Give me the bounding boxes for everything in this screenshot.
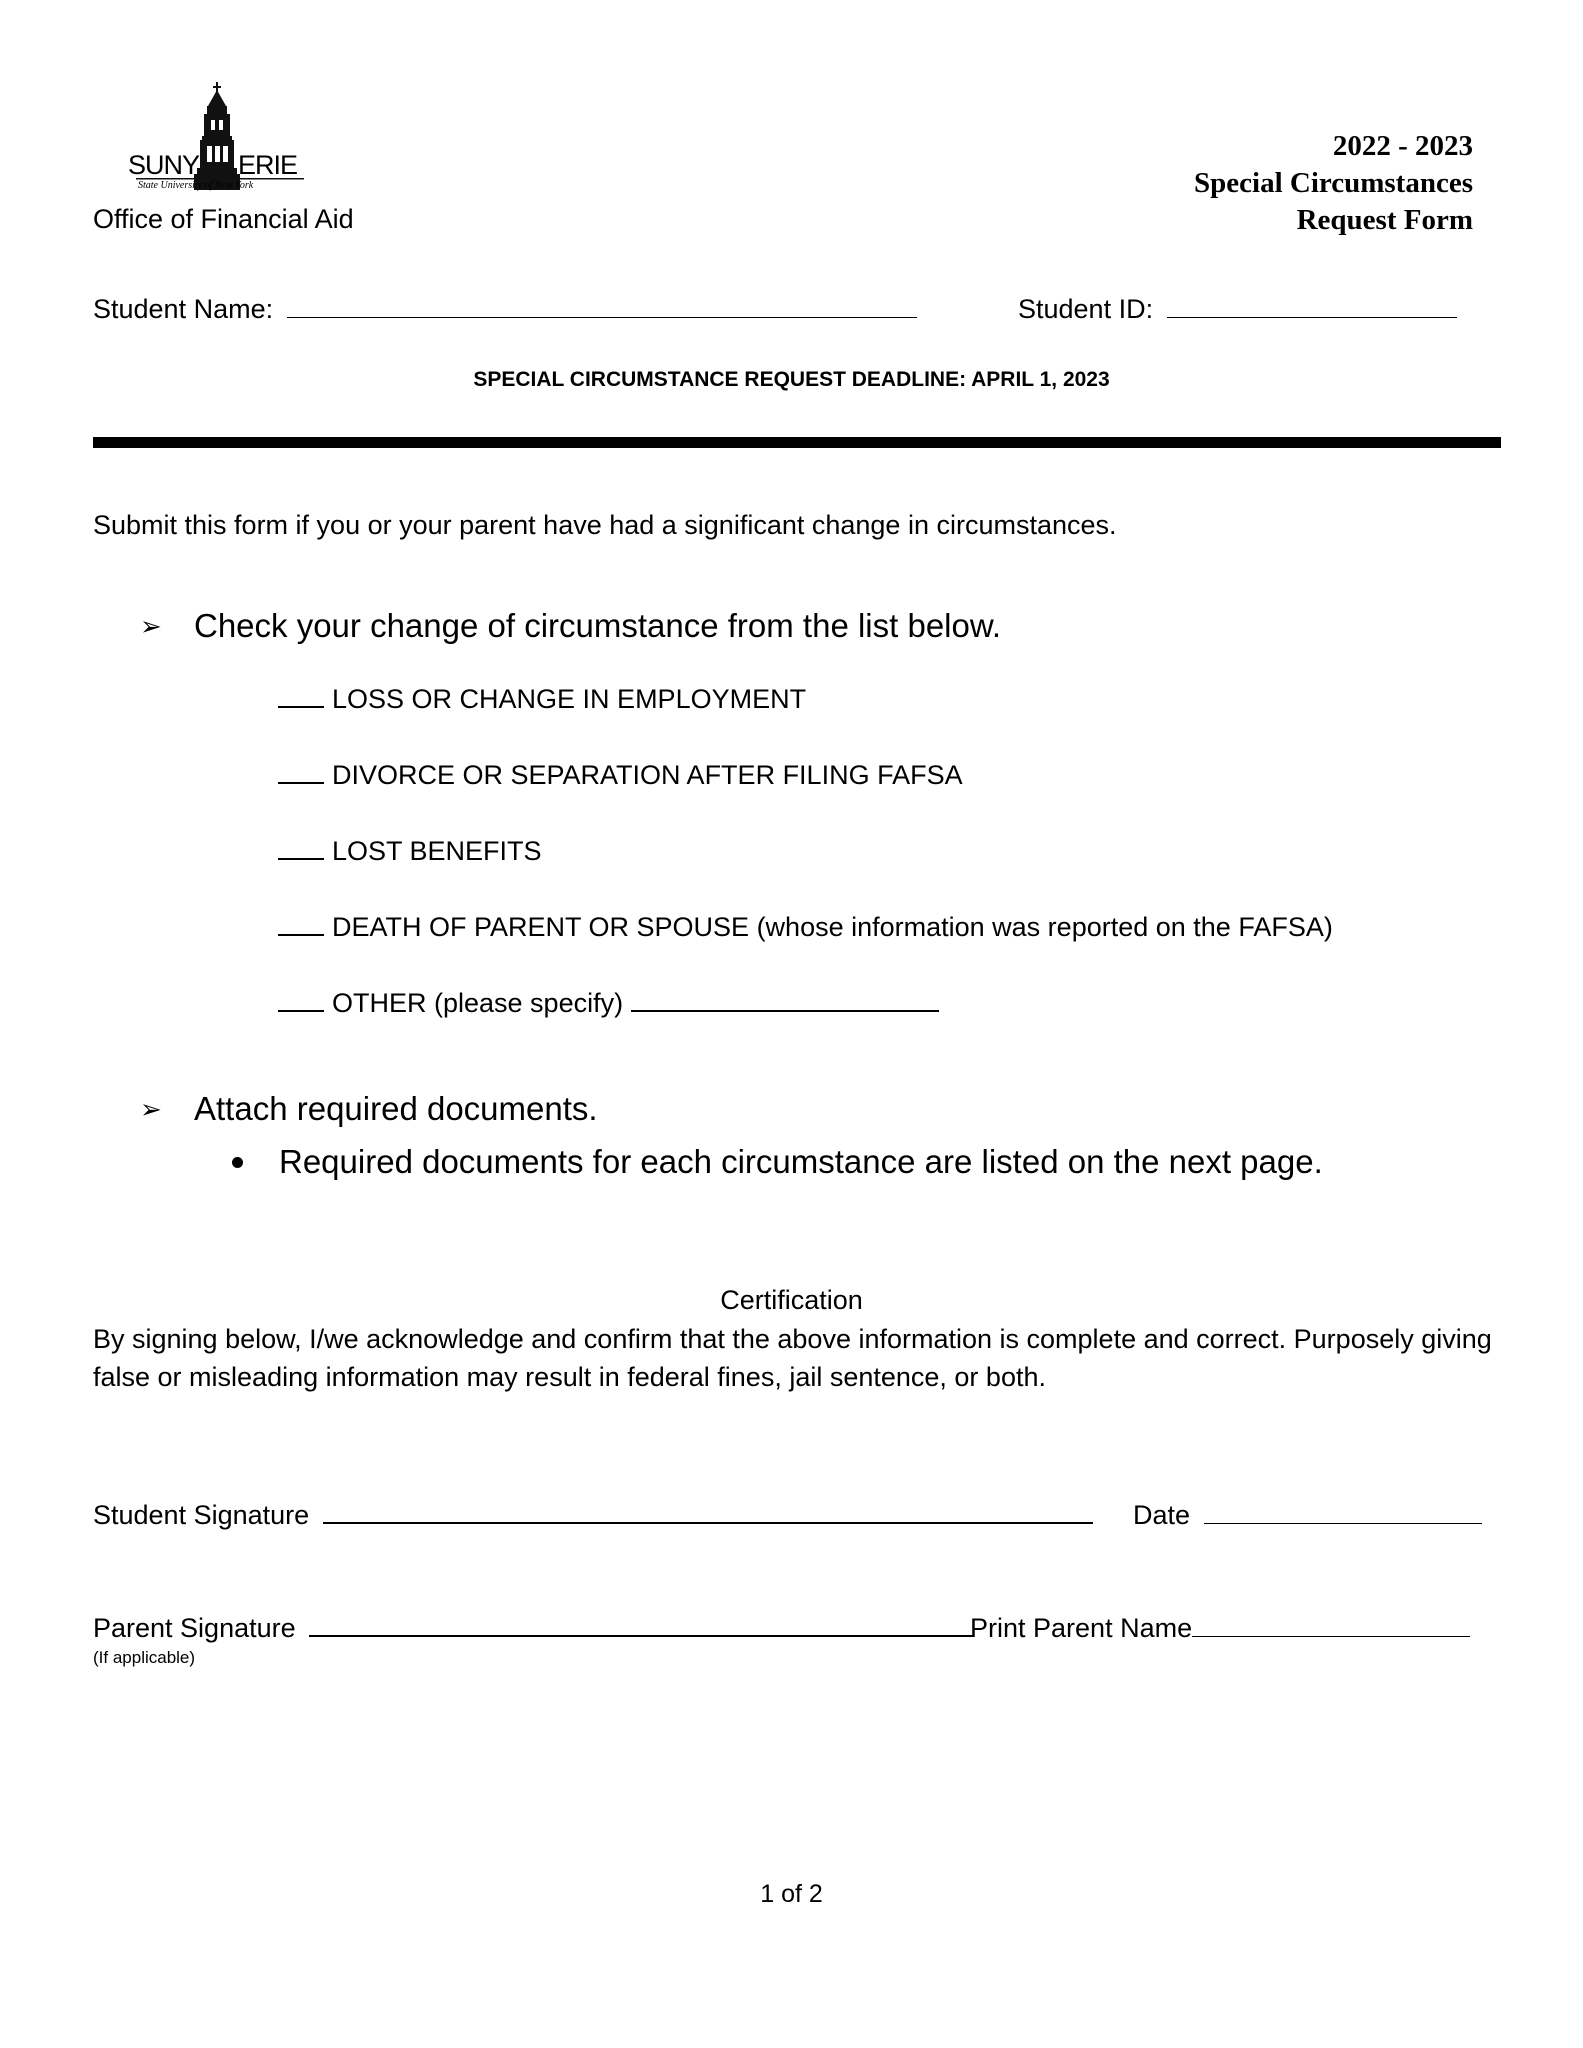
option-other [278, 988, 939, 1019]
intro-text: Submit this form if you or your parent have had a significant change in circumstances. [93, 510, 1117, 540]
option-label: DEATH OF PARENT OR SPOUSE (whose information was reported on the FAFSA) [332, 912, 1333, 942]
option-label: LOST BENEFITS [332, 836, 542, 866]
student-name-input[interactable] [287, 317, 917, 318]
option-checkbox-line[interactable] [278, 934, 324, 936]
print-parent-name-field [970, 1613, 1470, 1644]
option-lost-benefits [278, 836, 542, 867]
section1-heading-text: Check your change of circumstance from the list below. [194, 607, 1002, 644]
student-name-label: Student Name: [93, 294, 274, 324]
certification-title: Certification [720, 1285, 863, 1315]
section-divider [93, 437, 1501, 448]
documents-bullet-text: Required documents for each circumstance are listed on the next page. [279, 1143, 1323, 1180]
student-id-field [1018, 294, 1457, 325]
other-specify-input[interactable] [631, 1010, 939, 1012]
documents-bullet [232, 1143, 1323, 1181]
option-label: LOSS OR CHANGE IN EMPLOYMENT [332, 684, 807, 714]
parent-signature-field [93, 1613, 973, 1644]
student-signature-field [93, 1500, 1093, 1531]
suny-erie-logo [128, 82, 313, 194]
bullet-dot-icon [232, 1157, 243, 1168]
print-parent-name-label: Print Parent Name [970, 1613, 1193, 1643]
option-checkbox-line[interactable] [278, 1010, 324, 1012]
option-checkbox-line[interactable] [278, 858, 324, 860]
option-death [278, 912, 1333, 943]
option-label: DIVORCE OR SEPARATION AFTER FILING FAFSA [332, 760, 963, 790]
parent-signature-label: Parent Signature [93, 1613, 296, 1643]
print-parent-name-input[interactable] [1192, 1636, 1470, 1637]
parent-signature-input[interactable] [309, 1635, 973, 1637]
form-title-line2: Request Form [1296, 204, 1473, 236]
arrow-bullet-icon: ➢ [140, 1093, 162, 1124]
logo-erie-text: ERIE [238, 150, 298, 180]
date-field [1133, 1500, 1482, 1531]
form-title-block [1194, 128, 1473, 239]
student-name-field [93, 294, 917, 325]
date-label: Date [1133, 1500, 1191, 1530]
student-signature-label: Student Signature [93, 1500, 310, 1530]
option-loss-employment [278, 684, 806, 715]
option-label: OTHER (please specify) [332, 988, 624, 1018]
section2-heading [140, 1090, 598, 1128]
student-signature-input[interactable] [323, 1522, 1093, 1524]
form-year: 2022 - 2023 [1332, 130, 1473, 162]
certification-body: By signing below, I/we acknowledge and confirm that the above information is complete and correct. Purposely giving false or misleading information may result in federal fines, jail sentence, or both. [93, 1324, 1492, 1392]
option-checkbox-line[interactable] [278, 782, 324, 784]
office-name: Office of Financial Aid [93, 204, 354, 234]
if-applicable-note: (If applicable) [93, 1648, 196, 1667]
arrow-bullet-icon: ➢ [140, 610, 162, 641]
student-id-input[interactable] [1167, 317, 1457, 318]
logo-tagline: State University of New York [138, 180, 254, 191]
date-input[interactable] [1204, 1523, 1482, 1524]
student-id-label: Student ID: [1018, 294, 1154, 324]
section2-heading-text: Attach required documents. [194, 1090, 598, 1127]
option-divorce [278, 760, 963, 791]
page-number: 1 of 2 [760, 1880, 823, 1908]
option-checkbox-line[interactable] [278, 706, 324, 708]
section1-heading [140, 607, 1001, 645]
logo-suny-text: SUNY [128, 150, 200, 180]
form-title-line1: Special Circumstances [1194, 167, 1473, 199]
deadline-notice: SPECIAL CIRCUMSTANCE REQUEST DEADLINE: APRIL 1, 2023 [473, 368, 1110, 391]
